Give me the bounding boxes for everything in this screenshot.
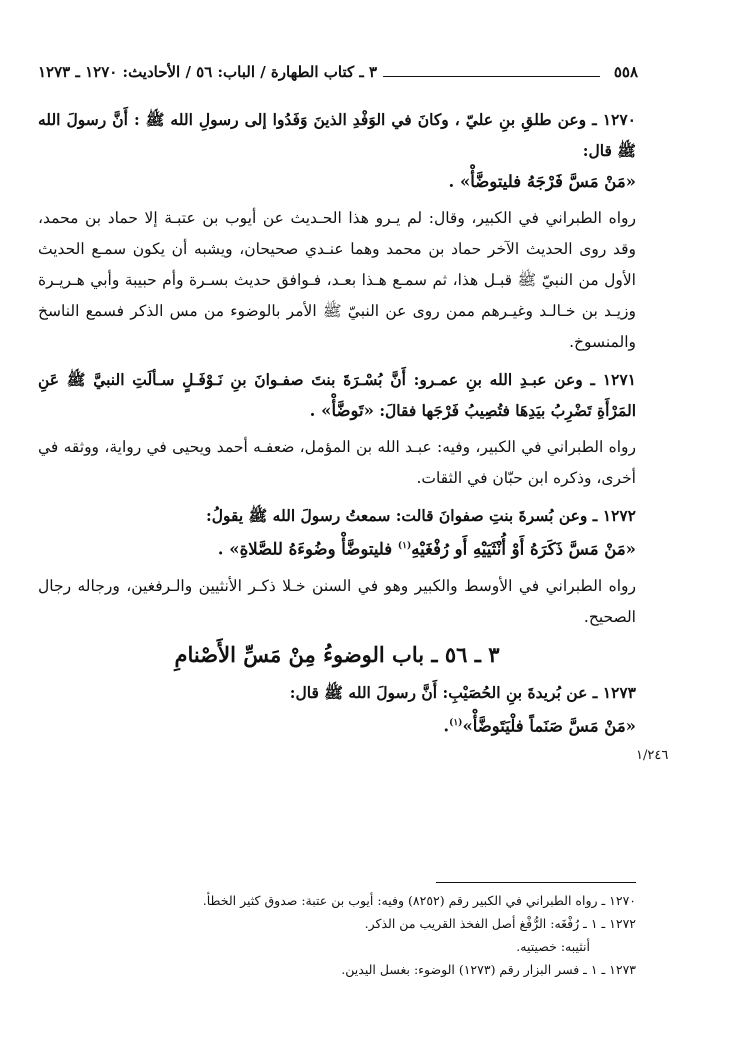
hadith-1272-matn-b: فليتوضَّأْ وضُوءَهُ للصَّلاةِ» . <box>217 539 393 559</box>
margin-reference: ١/٢٤٦ <box>636 748 669 763</box>
hadith-1272-takhrij: رواه الطبراني في الأوسط والكبير وهو في السنن خـلا ذكـر الأنثيين والـرفغين، ورجاله رجال الصحيح. <box>38 576 636 626</box>
footnote-1272-cont: أنثيبه: خصيتيه. <box>516 939 590 954</box>
hadith-1271-takhrij: رواه الطبراني في الكبير، وفيه: عبـد الله بن المؤمل، ضعفـه أحمد ويحيى في رواية، ووثقه في أخرى، وذكره ابن حبّان في الثقات. <box>38 438 636 487</box>
hadith-1270-isnad: ١٢٧٠ ـ وعن طلقِ بنِ عليّ ، وكانَ في الوَفْدِ الذينَ وَفَدُوا إلى رسولِ الله ﷺ : أَنَّ رسولَ الله ﷺ قال: <box>38 110 636 160</box>
hadith-1271-isnad <box>38 364 636 426</box>
footnotes <box>38 889 636 981</box>
running-title: ٣ ـ كتاب الطهارة / الباب: ٥٦ / الأحاديث: ١٢٧٠ ـ ١٢٧٣ <box>38 63 378 81</box>
running-header <box>38 58 638 86</box>
footnote-1270: ١٢٧٠ ـ رواه الطبراني في الكبير رقم (٨٢٥٢) وفيه: أيوب بن عتبة: صدوق كثير الخطأ. <box>202 893 636 908</box>
hadith-1272-matn <box>38 531 636 565</box>
footnote-marker: (١) <box>449 717 463 728</box>
hadith-1270-matn: «مَنْ مَسَّ فَرْجَهُ فليتوضَّأْ» . <box>448 172 636 191</box>
footnote-1272: ١٢٧٢ ـ ١ ـ رُفْغَه: الرُّفْغ أصل الفخذ القريب من الذكر. <box>364 916 636 931</box>
hadith-1272-isnad: ١٢٧٢ ـ وعن بُسرةَ بنتِ صفوانَ قالت: سمعتُ رسولَ الله ﷺ يقولُ: <box>206 506 636 525</box>
hadith-1271-isnad-text: ١٢٧١ ـ وعن عبـدِ الله بنِ عمـرو: أَنَّ بُسْـرَةَ بنتَ صفـوانَ بنِ نَـوْفَـلٍ سـألَتِ النبيَّ ﷺ عَنِ المَرْأَةِ تَضْرِبُ بيَدِهَا فتُصِيبُ فَرْجَها فقالَ: <box>38 370 636 420</box>
chapter-heading: ٣ ـ ٥٦ ـ باب الوضوءُ مِنْ مَسِّ الأَصْنامِ <box>174 641 500 667</box>
hadith-1273-isnad: ١٢٧٣ ـ عن بُريدةَ بنِ الحُصَيْبِ: أَنَّ رسولَ الله ﷺ قال: <box>289 682 636 702</box>
footnote-1273: ١٢٧٣ ـ ١ ـ فسر البزار رقم (١٢٧٣) الوضوء: بغسل اليدين. <box>341 962 636 977</box>
page-number: ٥٥٨ <box>613 63 638 81</box>
footnote-rule <box>436 882 636 883</box>
hadith-1272-matn-a: «مَنْ مَسَّ ذَكَرَهُ أَوْ أُنْثَيَيْهِ أَو رُفْغَيْهِ <box>411 539 636 559</box>
hadith-1273-matn-text: «مَنْ مَسَّ صَنَماً فلْيَتَوضَّأْ» <box>462 716 636 735</box>
header-rule <box>383 76 600 77</box>
hadith-1271-matn: «تَوضَّأْ» . <box>309 401 374 420</box>
hadith-1273-end: . <box>443 716 450 735</box>
footnote-marker: (١) <box>397 541 412 551</box>
hadith-1270-takhrij: رواه الطبراني في الكبير، وقال: لم يـرو هذا الحـديث عن أيوب بن عتبـة إلا حماد بن محمد، وقد روى الحديث الآخر حماد بن محمد وهما عنـدي صحيحان، ويشبه أن يكون سمـع الحديث الأول من النبيّ ﷺ قبـل هذا، ثم سمـع هـذا بعـد، فـوافق حديث بسـرة وأم حبيبة وأبي هـريـرة وزيـد بن خـالـد وغيـرهم ممن روى عن النبيّ ﷺ الأمر بالوضوء من مس الذكر فسمع الناسخ والمنسوخ. <box>38 209 636 351</box>
hadith-1273-matn <box>38 708 636 742</box>
main-text <box>38 104 636 741</box>
